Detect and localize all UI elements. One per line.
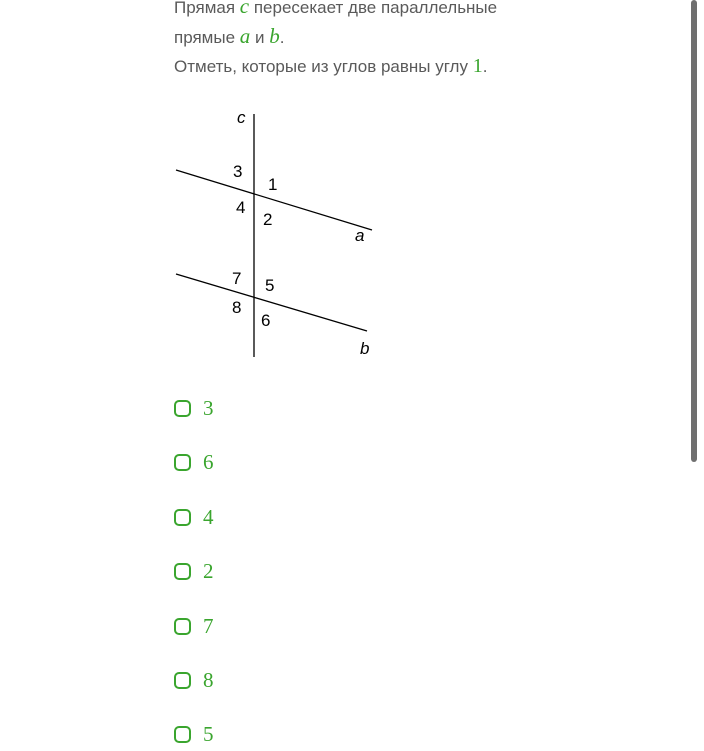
label-line-b: b — [360, 339, 370, 358]
checkbox[interactable] — [174, 563, 191, 580]
question-text — [174, 0, 654, 81]
question-line2-end: . — [279, 28, 285, 47]
checkbox[interactable] — [174, 509, 191, 526]
diagram-svg — [170, 104, 390, 368]
checkbox[interactable] — [174, 618, 191, 635]
option-label: 4 — [203, 504, 214, 529]
angle-label-3: 3 — [233, 162, 243, 181]
variable-a: a — [239, 24, 251, 48]
question-and: и — [255, 28, 265, 47]
option-5[interactable] — [174, 719, 294, 749]
option-2[interactable] — [174, 556, 294, 586]
option-4[interactable] — [174, 502, 294, 532]
label-line-a: a — [355, 226, 365, 245]
question-line-2 — [174, 22, 654, 52]
option-3[interactable] — [174, 393, 294, 423]
question-line2-prefix: прямые — [174, 28, 236, 47]
checkbox[interactable] — [174, 672, 191, 689]
question-line3-prefix: Отметь, которые из углов равны углу — [174, 57, 468, 76]
angle-label-1: 1 — [268, 175, 278, 194]
option-label: 2 — [203, 558, 214, 583]
angle-reference: 1 — [472, 55, 483, 77]
scrollbar-thumb[interactable] — [691, 0, 697, 462]
option-7[interactable] — [174, 611, 294, 641]
angle-label-8: 8 — [232, 298, 242, 317]
option-label: 3 — [203, 395, 214, 420]
question-prefix: Прямая — [174, 0, 236, 17]
checkbox[interactable] — [174, 726, 191, 743]
option-6[interactable] — [174, 447, 294, 477]
question-line1-suffix: пересекает две параллельные — [253, 0, 498, 17]
checkbox[interactable] — [174, 400, 191, 417]
option-label: 7 — [203, 613, 214, 638]
checkbox[interactable] — [174, 454, 191, 471]
angle-label-6: 6 — [261, 311, 271, 330]
variable-b: b — [269, 24, 280, 48]
parallel-lines-diagram — [170, 104, 390, 368]
label-line-c: c — [237, 108, 246, 127]
angle-label-5: 5 — [265, 276, 275, 295]
option-label: 5 — [203, 721, 214, 746]
angle-label-7: 7 — [232, 269, 242, 288]
variable-c: c — [239, 0, 250, 18]
option-8[interactable] — [174, 665, 294, 695]
option-label: 8 — [203, 667, 214, 692]
angle-label-4: 4 — [236, 198, 246, 217]
question-line-3 — [174, 52, 654, 81]
question-line3-end: . — [482, 57, 488, 76]
angle-label-2: 2 — [263, 210, 273, 229]
question-line-1 — [174, 0, 654, 22]
option-label: 6 — [203, 449, 214, 474]
